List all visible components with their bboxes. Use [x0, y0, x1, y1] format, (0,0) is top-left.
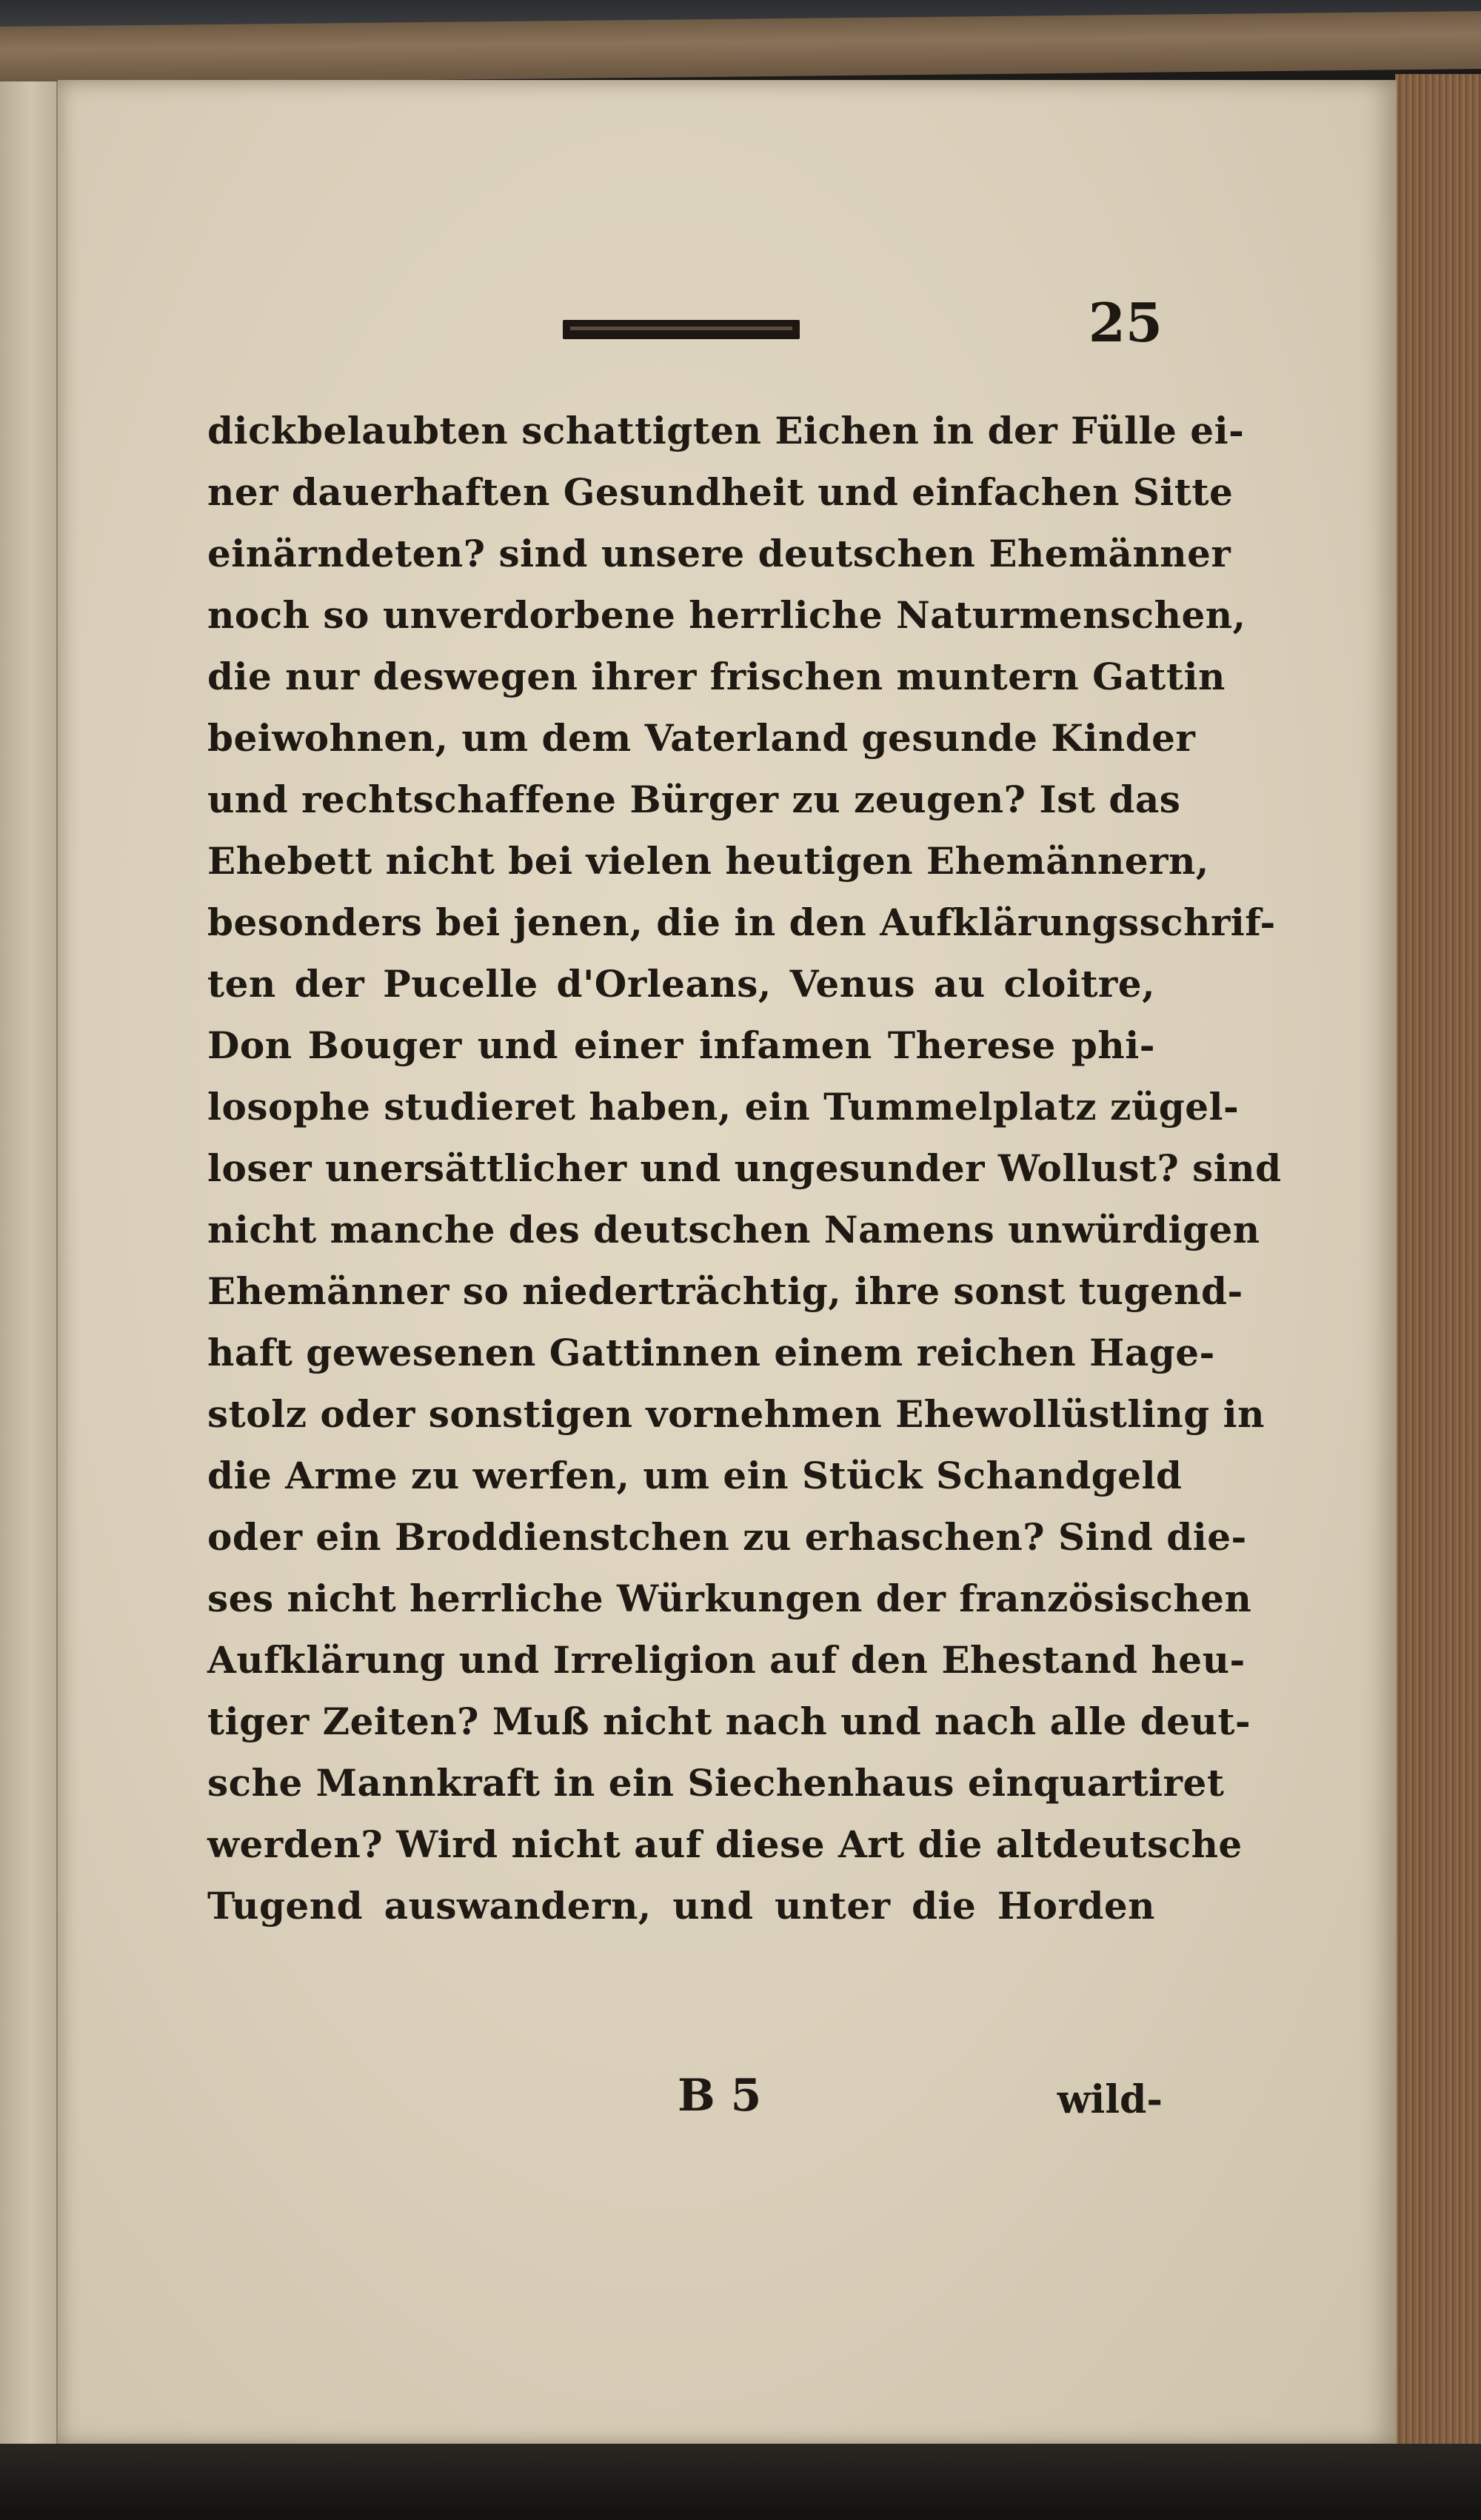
- previous-page-edge: [0, 81, 58, 2451]
- page-stack-edge: [1395, 74, 1481, 2459]
- text-line: haft gewesenen Gattinnen einem reichen Hage-: [207, 1331, 1215, 1374]
- body-text: [207, 400, 1282, 1936]
- text-line: Aufklärung und Irreligion auf den Ehestand heu-: [207, 1638, 1246, 1682]
- text-line: tiger Zeiten? Muß nicht nach und nach alle deut-: [207, 1700, 1251, 1743]
- text-line: nicht manche des deutschen Namens unwürdigen: [207, 1208, 1260, 1251]
- text-line: oder ein Broddienstchen zu erhaschen? Sind die-: [207, 1515, 1247, 1559]
- text-line: werden? Wird nicht auf diese Art die altdeutsche: [207, 1822, 1243, 1866]
- text-line: einärndeten? sind unsere deutschen Ehemänner: [207, 532, 1231, 575]
- text-line: Ehemänner so niederträchtig, ihre sonst tugend-: [207, 1269, 1243, 1313]
- text-line: und rechtschaffene Bürger zu zeugen? Ist das: [207, 778, 1181, 821]
- text-line: besonders bei jenen, die in den Aufklärungsschrif-: [207, 900, 1276, 944]
- text-line: Ehebett nicht bei vielen heutigen Ehemännern,: [207, 839, 1209, 883]
- text-line: sche Mannkraft in ein Siechenhaus einquartiret: [207, 1761, 1225, 1805]
- text-line: ner dauerhaften Gesundheit und einfachen Sitte: [207, 470, 1234, 514]
- header-ornament-rule: [563, 320, 800, 339]
- text-line: ten der Pucelle d'Orleans, Venus au cloitre,: [207, 962, 1155, 1006]
- text-line: beiwohnen, um dem Vaterland gesunde Kinder: [207, 716, 1196, 760]
- signature-mark: B 5: [678, 2070, 762, 2122]
- text-line: ses nicht herrliche Würkungen der französischen: [207, 1577, 1252, 1620]
- text-line: noch so unverdorbene herrliche Naturmenschen,: [207, 593, 1246, 637]
- text-line: Tugend auswandern, und unter die Horden: [207, 1884, 1155, 1928]
- background-bottom: [0, 2444, 1481, 2520]
- text-line: Don Bouger und einer infamen Therese phi-: [207, 1023, 1155, 1067]
- text-line: die Arme zu werfen, um ein Stück Schandgeld: [207, 1454, 1183, 1497]
- page-number: 25: [1088, 291, 1163, 354]
- text-line: stolz oder sonstigen vornehmen Ehewollüstling in: [207, 1392, 1265, 1436]
- text-line: losophe studieret haben, ein Tummelplatz zügel-: [207, 1085, 1240, 1129]
- text-line: die nur deswegen ihrer frischen muntern Gattin: [207, 655, 1226, 698]
- text-line: dickbelaubten schattigten Eichen in der Fülle ei-: [207, 409, 1245, 452]
- text-line: loser unersättlicher und ungesunder Wollust? sind: [207, 1146, 1282, 1190]
- catchword: wild-: [1057, 2077, 1163, 2122]
